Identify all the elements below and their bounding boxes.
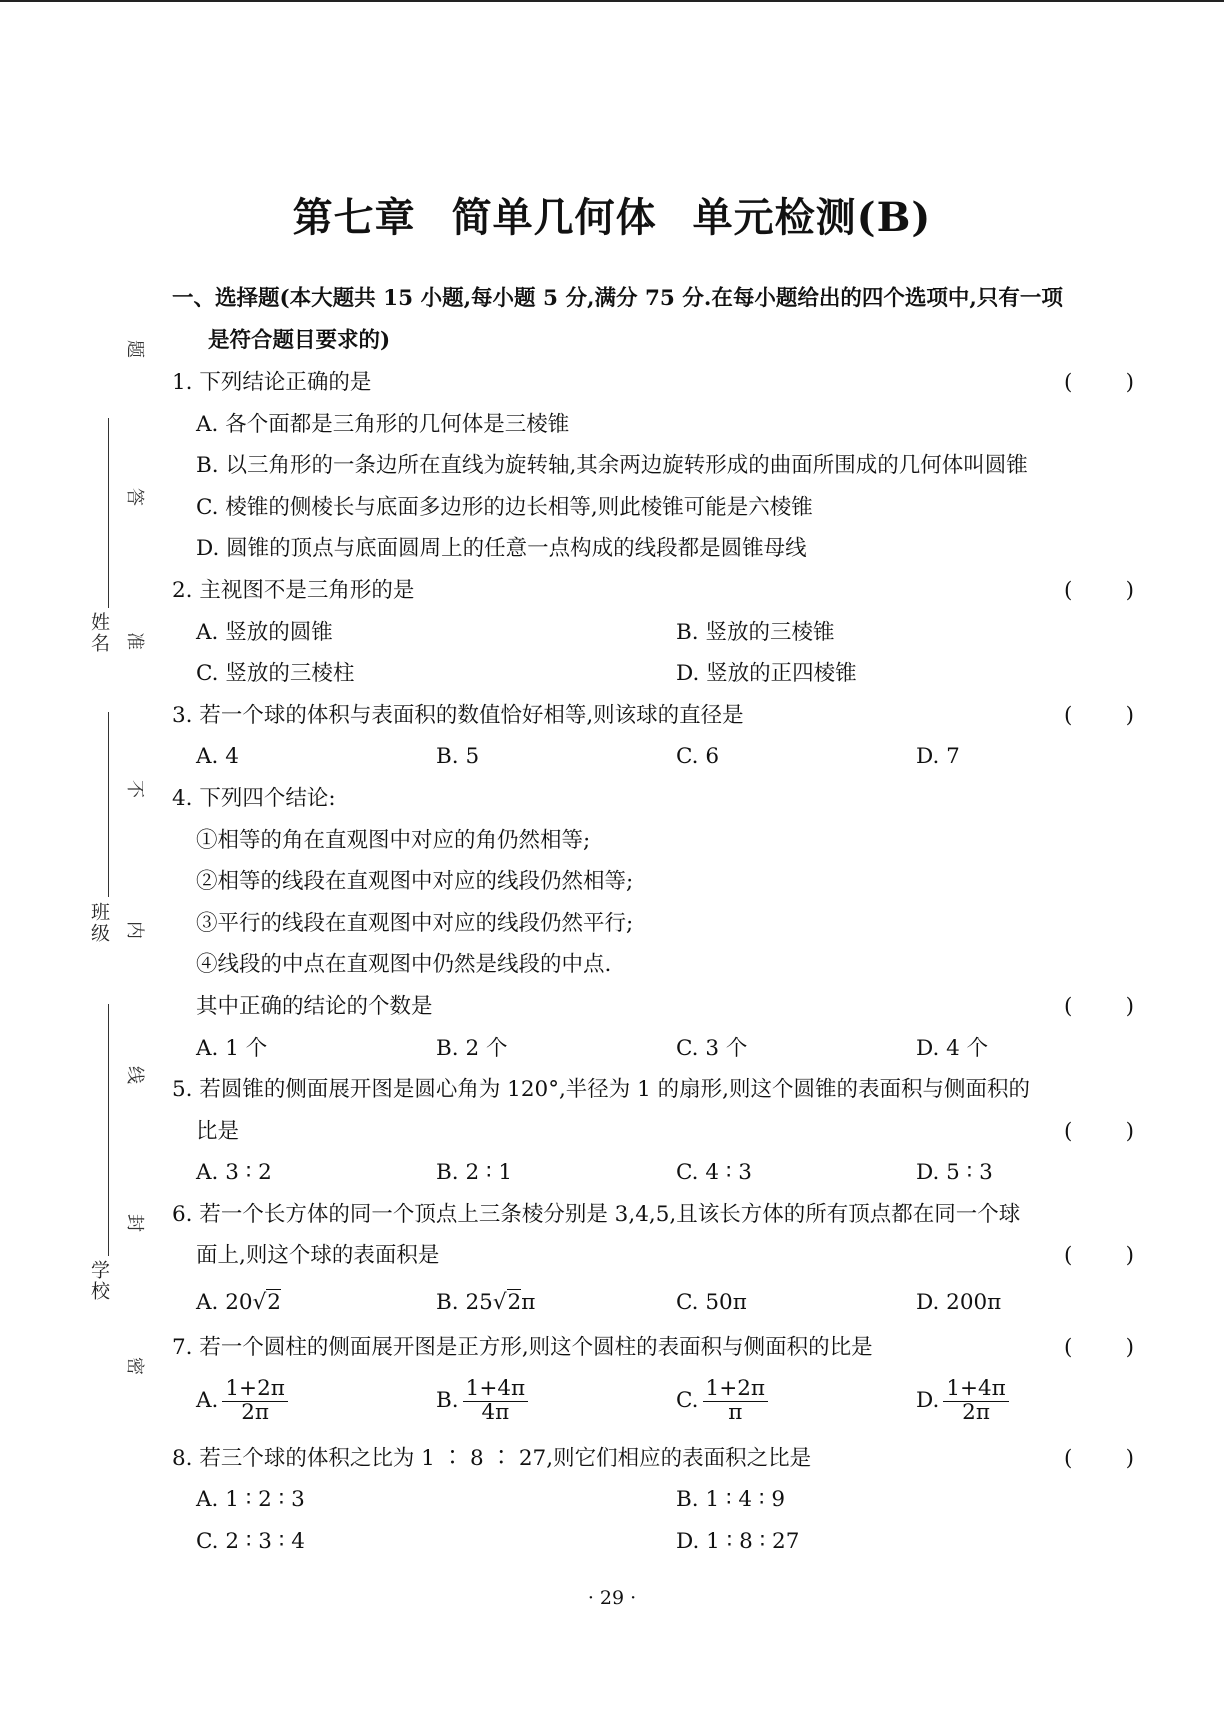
section-header: 一、选择题(本大题共 15 小题,每小题 5 分,满分 75 分.在每小题给出的四个选项中,只有一项 — [172, 286, 1063, 311]
title-test: 单元检测(B) — [692, 194, 932, 241]
option-a: A. 20√2 — [196, 1290, 281, 1315]
answer-paren: ( ) — [1064, 703, 1134, 728]
option-d: D. 1 ∶ 8 ∶ 27 — [676, 1529, 800, 1554]
name-line — [108, 418, 109, 608]
option-c: C. 3 个 — [676, 1036, 748, 1061]
option-a: A. 竖放的圆锥 — [196, 620, 333, 645]
option-c: C. 6 — [676, 744, 720, 769]
option-d: D. 5 ∶ 3 — [916, 1160, 993, 1185]
page-number: · 29 · — [587, 1587, 637, 1609]
name-label: 姓名 — [88, 612, 110, 654]
option-b: B. 1 ∶ 4 ∶ 9 — [676, 1487, 786, 1512]
option-d: D. $\frac{1+4\pi}{2\pi}$ — [916, 1378, 1009, 1424]
question-5-stem-cont: 比是 — [196, 1119, 240, 1144]
question-4-ask: 其中正确的结论的个数是 — [196, 994, 433, 1019]
option-a: A. 各个面都是三角形的几何体是三棱锥 — [196, 412, 570, 437]
option-a: A. 1 个 — [196, 1036, 268, 1061]
answer-paren: ( ) — [1064, 1446, 1134, 1471]
question-1-stem: 1. 下列结论正确的是 — [172, 370, 372, 395]
option-c: C. 棱锥的侧棱长与底面多边形的边长相等,则此棱锥可能是六棱锥 — [196, 495, 813, 520]
seal-char: 准 — [124, 632, 145, 650]
school-label: 学校 — [88, 1260, 110, 1302]
option-b: B. 2 ∶ 1 — [436, 1160, 513, 1185]
school-line — [108, 1004, 109, 1256]
question-2-stem: 2. 主视图不是三角形的是 — [172, 578, 415, 603]
answer-paren: ( ) — [1064, 1243, 1134, 1268]
seal-char: 封 — [124, 1214, 145, 1232]
question-3-stem: 3. 若一个球的体积与表面积的数值恰好相等,则该球的直径是 — [172, 703, 744, 728]
statement-2: ②相等的线段在直观图中对应的线段仍然相等; — [196, 869, 634, 894]
question-8-stem: 8. 若三个球的体积之比为 1 ∶ 8 ∶ 27,则它们相应的表面积之比是 — [172, 1446, 812, 1471]
question-6-stem-cont: 面上,则这个球的表面积是 — [196, 1243, 440, 1268]
option-b: B. 5 — [436, 744, 480, 769]
option-d: D. 4 个 — [916, 1036, 989, 1061]
seal-char: 不 — [124, 780, 145, 798]
seal-char: 线 — [124, 1066, 145, 1084]
option-c: C. 竖放的三棱柱 — [196, 661, 355, 686]
option-a: A. 3 ∶ 2 — [196, 1160, 272, 1185]
option-b: B. 25√2π — [436, 1290, 536, 1315]
seal-char: 答 — [124, 488, 145, 506]
option-b: B. 2 个 — [436, 1036, 508, 1061]
option-d: D. 7 — [916, 744, 960, 769]
title-chapter: 第七章 — [292, 194, 416, 241]
statement-1: ①相等的角在直观图中对应的角仍然相等; — [196, 828, 591, 853]
statement-4: ④线段的中点在直观图中仍然是线段的中点. — [196, 952, 612, 977]
title-topic: 简单几何体 — [451, 194, 657, 241]
seal-char: 内 — [124, 921, 145, 939]
question-4-stem: 4. 下列四个结论: — [172, 786, 336, 811]
option-a: A. 4 — [196, 744, 239, 769]
option-b: B. 以三角形的一条边所在直线为旋转轴,其余两边旋转形成的曲面所围成的几何体叫圆锥 — [196, 453, 1028, 478]
option-c: C. 2 ∶ 3 ∶ 4 — [196, 1529, 305, 1554]
top-border — [0, 0, 1224, 2]
option-d: D. 200π — [916, 1290, 1002, 1315]
class-label: 班级 — [88, 902, 110, 944]
option-d: D. 圆锥的顶点与底面圆周上的任意一点构成的线段都是圆锥母线 — [196, 536, 807, 561]
option-d: D. 竖放的正四棱锥 — [676, 661, 857, 686]
seal-char: 密 — [124, 1357, 145, 1375]
section-header-cont: 是符合题目要求的) — [208, 328, 391, 353]
option-c: C. $\frac{1+2\pi}{\pi}$ — [676, 1378, 768, 1424]
answer-paren: ( ) — [1064, 578, 1134, 603]
question-5-stem: 5. 若圆锥的侧面展开图是圆心角为 120°,半径为 1 的扇形,则这个圆锥的表面积与侧面积的 — [172, 1077, 1030, 1102]
option-a: A. 1 ∶ 2 ∶ 3 — [196, 1487, 305, 1512]
class-line — [108, 712, 109, 897]
answer-paren: ( ) — [1064, 370, 1134, 395]
seal-char: 题 — [124, 340, 145, 358]
answer-paren: ( ) — [1064, 1335, 1134, 1360]
answer-paren: ( ) — [1064, 1119, 1134, 1144]
option-a: A. $\frac{1+2\pi}{2\pi}$ — [196, 1378, 288, 1424]
answer-paren: ( ) — [1064, 994, 1134, 1019]
statement-3: ③平行的线段在直观图中对应的线段仍然平行; — [196, 911, 634, 936]
option-b: B. 竖放的三棱锥 — [676, 620, 835, 645]
question-6-stem: 6. 若一个长方体的同一个顶点上三条棱分别是 3,4,5,且该长方体的所有顶点都在同一个球 — [172, 1202, 1021, 1227]
option-c: C. 50π — [676, 1290, 747, 1315]
question-7-stem: 7. 若一个圆柱的侧面展开图是正方形,则这个圆柱的表面积与侧面积的比是 — [172, 1335, 873, 1360]
option-c: C. 4 ∶ 3 — [676, 1160, 752, 1185]
page-title — [0, 186, 1224, 243]
option-b: B. $\frac{1+4\pi}{4\pi}$ — [436, 1378, 528, 1424]
